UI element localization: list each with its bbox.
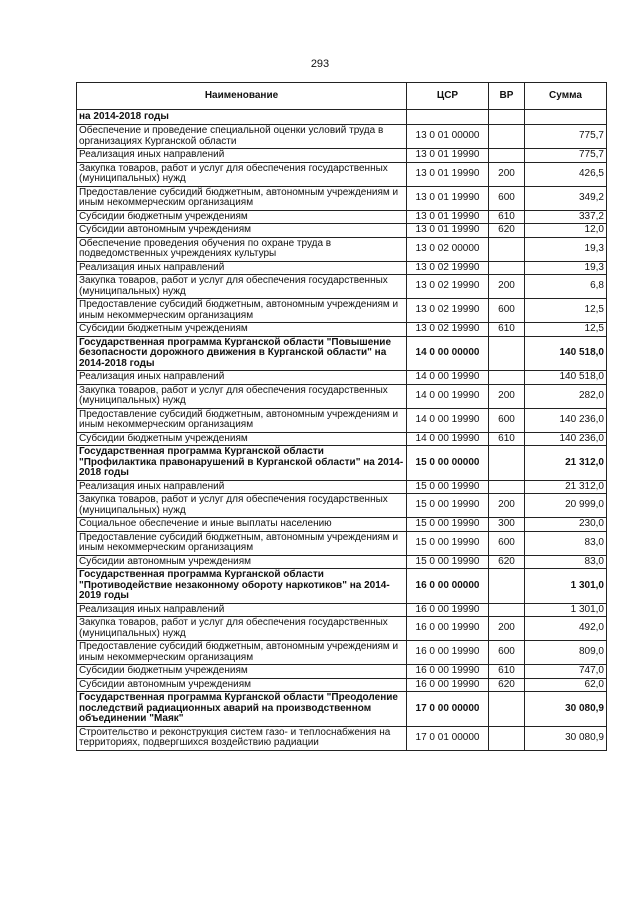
- table-row: [77, 125, 607, 149]
- table-cell-csr: 16 0 00 19990: [407, 678, 489, 692]
- table-cell-vr: 620: [489, 678, 525, 692]
- table-cell-vr: 600: [489, 299, 525, 323]
- table-cell-sum: 349,2: [525, 186, 607, 210]
- table-cell-vr: 200: [489, 275, 525, 299]
- table-cell-vr: 200: [489, 494, 525, 518]
- table-cell-sum: 19,3: [525, 237, 607, 261]
- table-cell-name: Субсидии бюджетным учреждениям: [77, 665, 407, 679]
- table-cell-name: Предоставление субсидий бюджетным, автономным учреждениям и иным некоммерческим организациям: [77, 186, 407, 210]
- table-cell-sum: 140 518,0: [525, 336, 607, 371]
- table-row: [77, 531, 607, 555]
- table-row: [77, 603, 607, 617]
- budget-table: [76, 82, 607, 751]
- table-cell-name: Предоставление субсидий бюджетным, автономным учреждениям и иным некоммерческим организациям: [77, 408, 407, 432]
- table-cell-csr: 13 0 01 19990: [407, 149, 489, 163]
- table-row: [77, 480, 607, 494]
- continuation-row: [77, 110, 607, 125]
- table-row: [77, 275, 607, 299]
- header-name: Наименование: [77, 83, 407, 110]
- table-row: [77, 432, 607, 446]
- table-cell-vr: 300: [489, 518, 525, 532]
- table-row: [77, 210, 607, 224]
- table-cell-sum: 62,0: [525, 678, 607, 692]
- table-cell-csr: 13 0 01 19990: [407, 210, 489, 224]
- table-cell-csr: 15 0 00 19990: [407, 531, 489, 555]
- table-cell-vr: [489, 261, 525, 275]
- table-cell-name: Реализация иных направлений: [77, 603, 407, 617]
- table-cell-sum: 140 236,0: [525, 408, 607, 432]
- table-cell-name: Социальное обеспечение и иные выплаты населению: [77, 518, 407, 532]
- table-cell-csr: 13 0 02 19990: [407, 299, 489, 323]
- table-cell-vr: [489, 237, 525, 261]
- table-cell-vr: 600: [489, 641, 525, 665]
- table-row: [77, 408, 607, 432]
- table-cell-sum: 747,0: [525, 665, 607, 679]
- table-cell-name: Закупка товаров, работ и услуг для обеспечения государственных (муниципальных) нужд: [77, 494, 407, 518]
- table-cell-name: Субсидии бюджетным учреждениям: [77, 210, 407, 224]
- table-cell-name: Предоставление субсидий бюджетным, автономным учреждениям и иным некоммерческим организациям: [77, 531, 407, 555]
- table-cell-name: Строительство и реконструкция систем газо- и теплоснабжения на территориях, подвергшихся воздействию радиации: [77, 726, 407, 750]
- table-cell-vr: [489, 149, 525, 163]
- table-cell-sum: 21 312,0: [525, 480, 607, 494]
- table-cell-vr: 610: [489, 210, 525, 224]
- table-cell-sum: 12,0: [525, 224, 607, 238]
- table-cell-sum: 83,0: [525, 555, 607, 569]
- table-cell-vr: 600: [489, 408, 525, 432]
- table-row: [77, 323, 607, 337]
- table-row: [77, 186, 607, 210]
- table-cell-vr: [489, 110, 525, 125]
- table-cell-vr: [489, 569, 525, 604]
- table-cell-sum: 230,0: [525, 518, 607, 532]
- table-cell-csr: 13 0 01 19990: [407, 186, 489, 210]
- table-cell-csr: 16 0 00 19990: [407, 641, 489, 665]
- table-cell-vr: 610: [489, 665, 525, 679]
- table-cell-csr: 13 0 01 19990: [407, 224, 489, 238]
- table-row: [77, 617, 607, 641]
- table-cell-sum: 30 080,9: [525, 692, 607, 727]
- table-cell-name: Субсидии автономным учреждениям: [77, 678, 407, 692]
- table-row: [77, 149, 607, 163]
- table-row: [77, 494, 607, 518]
- table-row: [77, 384, 607, 408]
- table-cell-csr: 15 0 00 19990: [407, 494, 489, 518]
- table-cell-sum: [525, 110, 607, 125]
- table-cell-sum: 492,0: [525, 617, 607, 641]
- table-cell-csr: 13 0 02 00000: [407, 237, 489, 261]
- table-cell-csr: 14 0 00 00000: [407, 336, 489, 371]
- table-cell-csr: 14 0 00 19990: [407, 371, 489, 385]
- table-cell-name: Субсидии бюджетным учреждениям: [77, 432, 407, 446]
- header-sum: Сумма: [525, 83, 607, 110]
- table-cell-vr: [489, 726, 525, 750]
- table-row: [77, 162, 607, 186]
- table-cell-name: Закупка товаров, работ и услуг для обеспечения государственных (муниципальных) нужд: [77, 617, 407, 641]
- table-row: [77, 261, 607, 275]
- table-row: [77, 678, 607, 692]
- table-cell-sum: 775,7: [525, 149, 607, 163]
- table-cell-sum: 6,8: [525, 275, 607, 299]
- table-cell-vr: [489, 125, 525, 149]
- table-header-row: [77, 83, 607, 110]
- table-cell-sum: 1 301,0: [525, 569, 607, 604]
- table-cell-vr: 620: [489, 555, 525, 569]
- table-cell-name: Субсидии бюджетным учреждениям: [77, 323, 407, 337]
- table-cell-csr: 16 0 00 19990: [407, 603, 489, 617]
- table-row: [77, 555, 607, 569]
- table-cell-sum: 140 236,0: [525, 432, 607, 446]
- page-number: 293: [310, 58, 330, 70]
- table-cell-csr: 15 0 00 19990: [407, 518, 489, 532]
- table-cell-sum: 12,5: [525, 299, 607, 323]
- table-cell-csr: [407, 110, 489, 125]
- table-row: [77, 665, 607, 679]
- table-cell-name: Закупка товаров, работ и услуг для обеспечения государственных (муниципальных) нужд: [77, 275, 407, 299]
- table-cell-name: Государственная программа Курганской области "Преодоление последствий радиационных аварий на производственном объединении "Маяк": [77, 692, 407, 727]
- table-row: [77, 299, 607, 323]
- table-cell-name: Субсидии автономным учреждениям: [77, 555, 407, 569]
- table-cell-vr: 600: [489, 531, 525, 555]
- table-cell-sum: 809,0: [525, 641, 607, 665]
- table-cell-vr: 200: [489, 384, 525, 408]
- table-cell-sum: 20 999,0: [525, 494, 607, 518]
- table-cell-sum: 775,7: [525, 125, 607, 149]
- table-cell-name: Субсидии автономным учреждениям: [77, 224, 407, 238]
- table-row: [77, 446, 607, 481]
- table-cell-vr: [489, 603, 525, 617]
- table-cell-vr: [489, 446, 525, 481]
- continuation-text: на 2014-2018 годы: [77, 110, 407, 125]
- table-cell-sum: 282,0: [525, 384, 607, 408]
- table-cell-sum: 426,5: [525, 162, 607, 186]
- table-cell-name: Реализация иных направлений: [77, 371, 407, 385]
- table-cell-name: Обеспечение и проведение специальной оценки условий труда в организациях Курганской области: [77, 125, 407, 149]
- table-row: [77, 518, 607, 532]
- table-cell-sum: 21 312,0: [525, 446, 607, 481]
- table-row: [77, 641, 607, 665]
- header-vr: ВР: [489, 83, 525, 110]
- table-cell-name: Предоставление субсидий бюджетным, автономным учреждениям и иным некоммерческим организациям: [77, 641, 407, 665]
- table-row: [77, 371, 607, 385]
- table-body: [77, 110, 607, 751]
- table-cell-name: Государственная программа Курганской области "Противодействие незаконному обороту наркотиков" на 2014-2019 годы: [77, 569, 407, 604]
- table-cell-csr: 13 0 01 19990: [407, 162, 489, 186]
- table-cell-csr: 17 0 00 00000: [407, 692, 489, 727]
- table-cell-vr: [489, 371, 525, 385]
- table-cell-name: Реализация иных направлений: [77, 480, 407, 494]
- table-cell-vr: [489, 336, 525, 371]
- table-cell-vr: 620: [489, 224, 525, 238]
- table-cell-vr: 200: [489, 617, 525, 641]
- table-row: [77, 237, 607, 261]
- header-csr: ЦСР: [407, 83, 489, 110]
- table-cell-vr: [489, 480, 525, 494]
- table-cell-sum: 83,0: [525, 531, 607, 555]
- table-cell-csr: 16 0 00 19990: [407, 617, 489, 641]
- table-cell-csr: 13 0 01 00000: [407, 125, 489, 149]
- table-cell-csr: 13 0 02 19990: [407, 275, 489, 299]
- table-cell-name: Реализация иных направлений: [77, 149, 407, 163]
- table-cell-csr: 16 0 00 19990: [407, 665, 489, 679]
- table-cell-name: Обеспечение проведения обучения по охране труда в подведомственных учреждениях культуры: [77, 237, 407, 261]
- table-cell-csr: 16 0 00 00000: [407, 569, 489, 604]
- table-cell-vr: [489, 692, 525, 727]
- table-cell-name: Государственная программа Курганской области "Профилактика правонарушений в Курганской области" на 2014-2018 годы: [77, 446, 407, 481]
- table-cell-csr: 14 0 00 19990: [407, 432, 489, 446]
- table-cell-csr: 13 0 02 19990: [407, 261, 489, 275]
- table-cell-csr: 14 0 00 19990: [407, 408, 489, 432]
- table-cell-csr: 15 0 00 00000: [407, 446, 489, 481]
- table-cell-csr: 13 0 02 19990: [407, 323, 489, 337]
- table-cell-sum: 30 080,9: [525, 726, 607, 750]
- table-cell-name: Реализация иных направлений: [77, 261, 407, 275]
- table-cell-sum: 140 518,0: [525, 371, 607, 385]
- table-cell-vr: 610: [489, 432, 525, 446]
- table-cell-sum: 1 301,0: [525, 603, 607, 617]
- table-cell-name: Государственная программа Курганской области "Повышение безопасности дорожного движения в Курганской области" на 2014-2018 годы: [77, 336, 407, 371]
- table-cell-vr: 600: [489, 186, 525, 210]
- table-row: [77, 726, 607, 750]
- table-cell-sum: 337,2: [525, 210, 607, 224]
- table-row: [77, 692, 607, 727]
- table-cell-vr: 200: [489, 162, 525, 186]
- table-row: [77, 224, 607, 238]
- table-row: [77, 569, 607, 604]
- table-cell-name: Закупка товаров, работ и услуг для обеспечения государственных (муниципальных) нужд: [77, 162, 407, 186]
- table-cell-csr: 17 0 01 00000: [407, 726, 489, 750]
- table-cell-csr: 15 0 00 19990: [407, 480, 489, 494]
- table-cell-sum: 12,5: [525, 323, 607, 337]
- table-cell-vr: 610: [489, 323, 525, 337]
- table-cell-csr: 15 0 00 19990: [407, 555, 489, 569]
- table-cell-name: Закупка товаров, работ и услуг для обеспечения государственных (муниципальных) нужд: [77, 384, 407, 408]
- table-cell-csr: 14 0 00 19990: [407, 384, 489, 408]
- table-cell-sum: 19,3: [525, 261, 607, 275]
- table-cell-name: Предоставление субсидий бюджетным, автономным учреждениям и иным некоммерческим организациям: [77, 299, 407, 323]
- table-row: [77, 336, 607, 371]
